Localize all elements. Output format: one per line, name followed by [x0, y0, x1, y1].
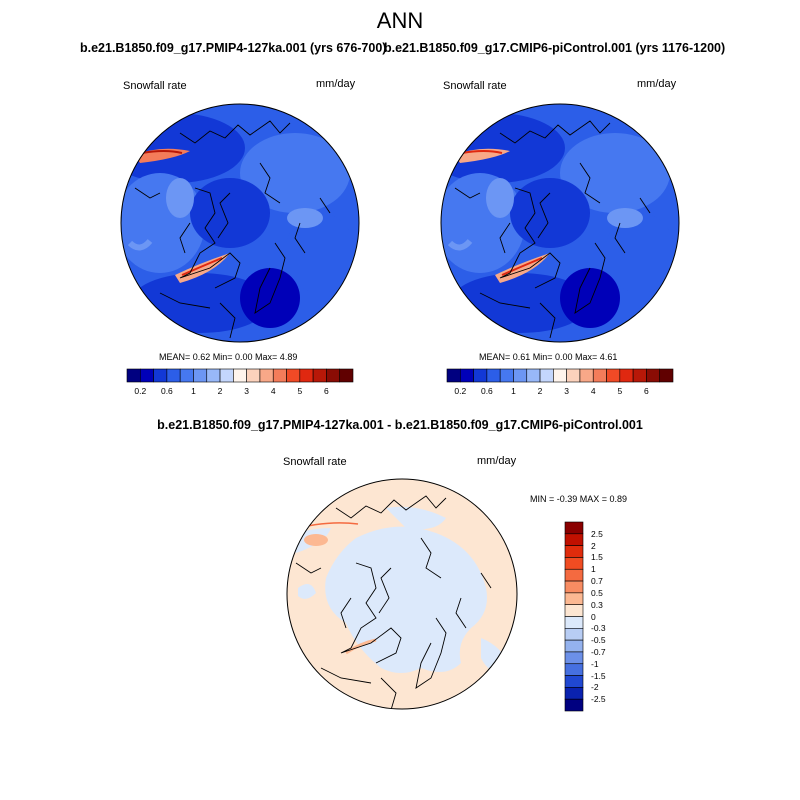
panel1-variable-label: Snowfall rate [123, 80, 187, 92]
panel3-map [286, 478, 518, 710]
panel2-colorbar [447, 369, 673, 382]
colorbar-tick-label: 1 [591, 564, 596, 575]
panel2-stats: MEAN= 0.61 Min= 0.00 Max= 4.61 [479, 352, 618, 362]
panel1-colorbar-ticks [127, 386, 353, 398]
panel2-map [440, 103, 680, 343]
colorbar-box [340, 369, 353, 382]
colorbar-box [565, 569, 583, 581]
colorbar-box [474, 369, 487, 382]
colorbar-tick-label: 6 [324, 386, 329, 396]
colorbar-tick-label: 4 [270, 386, 276, 396]
colorbar-tick-label: 0.3 [591, 599, 603, 610]
panel1-map [120, 103, 360, 343]
colorbar-box [167, 369, 180, 382]
colorbar-box [300, 369, 313, 382]
colorbar-box [180, 369, 193, 382]
colorbar-box [565, 652, 583, 664]
colorbar-box [154, 369, 167, 382]
panel3-title: b.e21.B1850.f09_g17.PMIP4-127ka.001 - b.e21.B1850.f09_g17.CMIP6-piControl.001 [157, 418, 643, 432]
colorbar-tick-label: 0 [591, 611, 596, 622]
colorbar-tick-label: 5 [617, 386, 623, 396]
colorbar-box [565, 664, 583, 676]
colorbar-box [220, 369, 233, 382]
colorbar-tick-label: -1.5 [591, 670, 606, 681]
panel1-title: b.e21.B1850.f09_g17.PMIP4-127ka.001 (yrs 676-700) [80, 41, 387, 55]
colorbar-box [500, 369, 513, 382]
colorbar-box [447, 369, 460, 382]
colorbar-tick-label: 3 [244, 386, 250, 396]
colorbar-box [593, 369, 606, 382]
colorbar-tick-label: 0.5 [591, 587, 603, 598]
panel1-stats: MEAN= 0.62 Min= 0.00 Max= 4.89 [159, 352, 298, 362]
colorbar-box [565, 640, 583, 652]
colorbar-box [565, 546, 583, 558]
colorbar-tick-label: 4 [590, 386, 596, 396]
colorbar-box [565, 687, 583, 699]
panel3-variable-label: Snowfall rate [283, 456, 347, 468]
colorbar-box [565, 676, 583, 688]
colorbar-box [140, 369, 153, 382]
panel3-stats: MIN = -0.39 MAX = 0.89 [530, 494, 628, 504]
colorbar-tick-label: 3 [564, 386, 570, 396]
colorbar-box [313, 369, 326, 382]
colorbar-box [513, 369, 526, 382]
colorbar-tick-label: 5 [297, 386, 303, 396]
colorbar-tick-label: -1 [591, 658, 599, 669]
colorbar-tick-label: -0.5 [591, 635, 606, 646]
colorbar-box [565, 605, 583, 617]
colorbar-box [127, 369, 140, 382]
colorbar-box [565, 534, 583, 546]
colorbar-tick-label: 0.2 [134, 386, 147, 396]
colorbar-box [565, 593, 583, 605]
panel1-colorbar [127, 369, 353, 382]
panel2-title: b.e21.B1850.f09_g17.CMIP6-piControl.001 (yrs 1176-1200) [384, 41, 726, 55]
colorbar-box [633, 369, 646, 382]
colorbar-tick-label: 1.5 [591, 552, 603, 563]
colorbar-box [565, 522, 583, 534]
colorbar-box [607, 369, 620, 382]
panel2-units-label: mm/day [637, 78, 677, 90]
colorbar-box [565, 617, 583, 629]
colorbar-box [565, 581, 583, 593]
colorbar-box [567, 369, 580, 382]
colorbar-tick-label: 0.7 [591, 576, 603, 587]
colorbar-box [193, 369, 206, 382]
colorbar-box [273, 369, 286, 382]
colorbar-tick-label: -2 [591, 682, 599, 693]
colorbar-box [553, 369, 566, 382]
colorbar-tick-label: 0.6 [480, 386, 493, 396]
colorbar-box [540, 369, 553, 382]
colorbar-tick-label: 2 [537, 386, 543, 396]
colorbar-box [260, 369, 273, 382]
colorbar-tick-label: -0.7 [591, 646, 606, 657]
colorbar-tick-label: 6 [644, 386, 649, 396]
colorbar-box [247, 369, 260, 382]
colorbar-box [646, 369, 659, 382]
panel3-units-label: mm/day [477, 455, 517, 467]
colorbar-box [565, 699, 583, 711]
colorbar-box [287, 369, 300, 382]
panel3-colorbar [565, 522, 583, 711]
colorbar-tick-label: 2 [217, 386, 223, 396]
figure-title: ANN [376, 8, 424, 33]
panel2-variable-label: Snowfall rate [443, 80, 507, 92]
colorbar-box [660, 369, 673, 382]
colorbar-tick-label: 0.6 [160, 386, 173, 396]
colorbar-tick-label: 1 [511, 386, 516, 396]
colorbar-box [565, 557, 583, 569]
colorbar-box [580, 369, 593, 382]
colorbar-box [460, 369, 473, 382]
colorbar-box [620, 369, 633, 382]
colorbar-tick-label: 1 [191, 386, 196, 396]
colorbar-tick-label: 2.5 [591, 528, 603, 539]
colorbar-tick-label: -2.5 [591, 694, 606, 705]
colorbar-tick-label: 2 [591, 540, 596, 551]
colorbar-tick-label: 0.2 [454, 386, 467, 396]
panel2-colorbar-ticks [447, 386, 673, 398]
colorbar-box [233, 369, 246, 382]
colorbar-box [326, 369, 339, 382]
colorbar-box [565, 628, 583, 640]
colorbar-box [207, 369, 220, 382]
colorbar-box [487, 369, 500, 382]
panel3-colorbar-ticks [591, 522, 621, 711]
colorbar-tick-label: -0.3 [591, 623, 606, 634]
panel1-units-label: mm/day [316, 78, 356, 90]
colorbar-box [527, 369, 540, 382]
